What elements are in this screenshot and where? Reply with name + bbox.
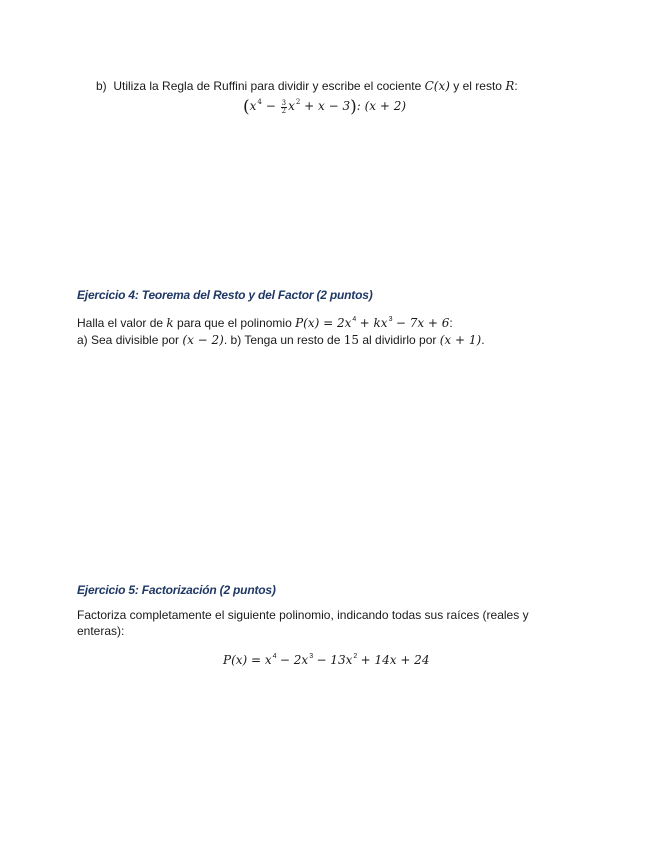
text: . b) Tenga un resto de [223, 333, 341, 347]
exponent: 2 [353, 653, 358, 660]
divisor-expression: (x − 2) [182, 333, 224, 347]
polynomial-term: + kx [359, 316, 388, 330]
expression-rest: + x − 3 [304, 99, 351, 113]
exponent: 4 [272, 653, 277, 660]
instruction-colon: : [514, 79, 518, 93]
text: a) Sea divisible por [77, 333, 180, 347]
polynomial-lhs: P(x) = x [223, 653, 272, 667]
text: para que el polinomio [177, 316, 292, 330]
exponent: 3 [388, 316, 393, 323]
polynomial-tail: + 14x + 24 [360, 653, 430, 667]
polynomial-term: − 13x [316, 653, 353, 667]
fraction-denominator: 2 [281, 107, 287, 115]
polynomial-tail: − 7x + 6 [395, 316, 450, 330]
instruction-text-mid: y el resto [453, 79, 502, 93]
exercise-5-polynomial [223, 652, 429, 668]
polynomial-lhs: P(x) = 2x [295, 316, 352, 330]
colon: : [449, 316, 453, 330]
fraction [281, 100, 287, 115]
exercise-3b-instruction [96, 78, 518, 94]
minus-sign: − [265, 99, 276, 113]
variable-k: k [166, 316, 174, 330]
open-paren: ( [243, 97, 250, 117]
term-x: x [288, 99, 295, 113]
exponent: 4 [352, 316, 357, 323]
exercise-5-heading: Ejercicio 5: Factorización (2 puntos) [77, 583, 276, 597]
polynomial-term: − 2x [279, 653, 309, 667]
exponent: 4 [257, 98, 262, 106]
exercise-4-line-1 [77, 315, 453, 331]
divisor-expression: : (x + 2) [356, 99, 407, 113]
quotient-symbol: C(x) [424, 79, 450, 93]
exercise-5-line-1: Factoriza completamente el siguiente polinomio, indicando todas sus raíces (reales y [77, 608, 529, 622]
exercise-3b-expression [243, 98, 406, 115]
exponent: 3 [309, 653, 314, 660]
remainder-symbol: R [505, 79, 515, 93]
divisor-expression: (x + 1) [439, 333, 482, 347]
period: . [481, 333, 485, 347]
text: Halla el valor de [77, 316, 164, 330]
exercise-4-heading: Ejercicio 4: Teorema del Resto y del Factor (2 puntos) [77, 288, 373, 302]
term-x: x [249, 99, 257, 113]
item-label: b) [96, 79, 107, 93]
close-paren: ) [350, 97, 357, 117]
exercise-5-line-2: enteras): [77, 624, 125, 638]
exponent: 2 [295, 98, 301, 106]
instruction-text: Utiliza la Regla de Ruffini para dividir y escribe el cociente [113, 79, 422, 93]
exercise-4-line-2 [77, 332, 485, 348]
fraction-numerator: 3 [281, 99, 287, 107]
text: al dividirlo por [362, 333, 437, 347]
remainder-number: 15 [343, 333, 360, 347]
